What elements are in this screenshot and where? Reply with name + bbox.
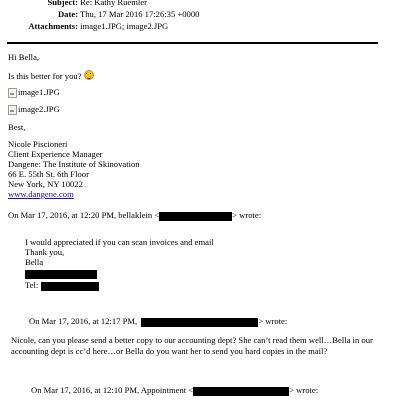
quote1-intro-prefix: On Mar 17, 2016, at 12:20 PM, bellaklein < [8, 210, 160, 220]
subject-row [0, 0, 147, 8]
closing: Best, [8, 122, 26, 132]
quote3-intro-prefix: On Mar 17, 2016, at 12:10 PM, Appointment < [31, 385, 194, 395]
redacted-email [193, 387, 289, 396]
subject-value: Re: Kathy Ruemler [80, 0, 147, 7]
subject-label: Subject: [47, 0, 78, 7]
signature-address-line2: New York, NY 10022 [8, 179, 83, 189]
redacted-phone [41, 282, 99, 291]
website-link[interactable]: www.dangene.com [8, 189, 74, 199]
question-line [8, 70, 94, 82]
header-divider [7, 42, 378, 44]
image1-alt-text: image1.JPG [18, 87, 60, 97]
image2-attachment[interactable] [8, 104, 60, 115]
signature-name: Nicole Piscioneri [8, 139, 68, 149]
signature-company: Dangene: The Institute of Skinovation [8, 159, 140, 169]
date-label: Date: [57, 9, 78, 19]
signature-address-line1: 66 E. 55th St. 6th Floor [8, 169, 89, 179]
date-row [0, 9, 199, 20]
quote1-line1: I would appreciated if you can scan invoices and email [25, 237, 214, 247]
image2-alt-text: image2.JPG [18, 104, 60, 114]
broken-image-icon [8, 88, 17, 98]
greeting: Hi Bella, [8, 52, 40, 62]
quote2-message: Nicole, can you please send a better copy to our accounting dept? She can’t read them well…Bella in our accounting dept is cc’d here…or Bella do you want her to send you hard copies in the mail? [11, 335, 373, 356]
image1-attachment[interactable] [8, 87, 60, 98]
quote2-intro-prefix: On Mar 17, 2016, at 12:17 PM, [29, 316, 138, 326]
signature-website-row [8, 189, 74, 200]
date-value: Thu, 17 Mar 2016 17:26:35 +0000 [80, 9, 200, 19]
attachments-value[interactable]: image1.JPG; image2.JPG [80, 21, 169, 31]
quote1-intro-suffix: > wrote: [232, 210, 262, 220]
quote2-intro [29, 316, 287, 327]
redacted-sender [141, 318, 258, 327]
attachments-label: Attachments: [28, 21, 78, 31]
redacted-block [25, 270, 97, 279]
quote2-intro-suffix: > wrote: [258, 316, 288, 326]
signature-title: Client Experience Manager [8, 149, 103, 159]
redacted-email [159, 212, 232, 221]
quote1-intro [8, 210, 261, 221]
tel-label: Tel: [25, 280, 39, 290]
quote3-intro [31, 385, 318, 396]
quote1-tel-row [25, 280, 99, 291]
broken-image-icon [8, 105, 17, 115]
question-text: Is this better for you? [8, 71, 82, 81]
quote1-line2: Thank you, [25, 247, 65, 257]
attachments-row [0, 21, 168, 32]
quote3-intro-suffix: > wrote: [289, 385, 319, 395]
quote1-line3: Bella [25, 257, 44, 267]
smiley-emoji-icon [84, 70, 94, 80]
